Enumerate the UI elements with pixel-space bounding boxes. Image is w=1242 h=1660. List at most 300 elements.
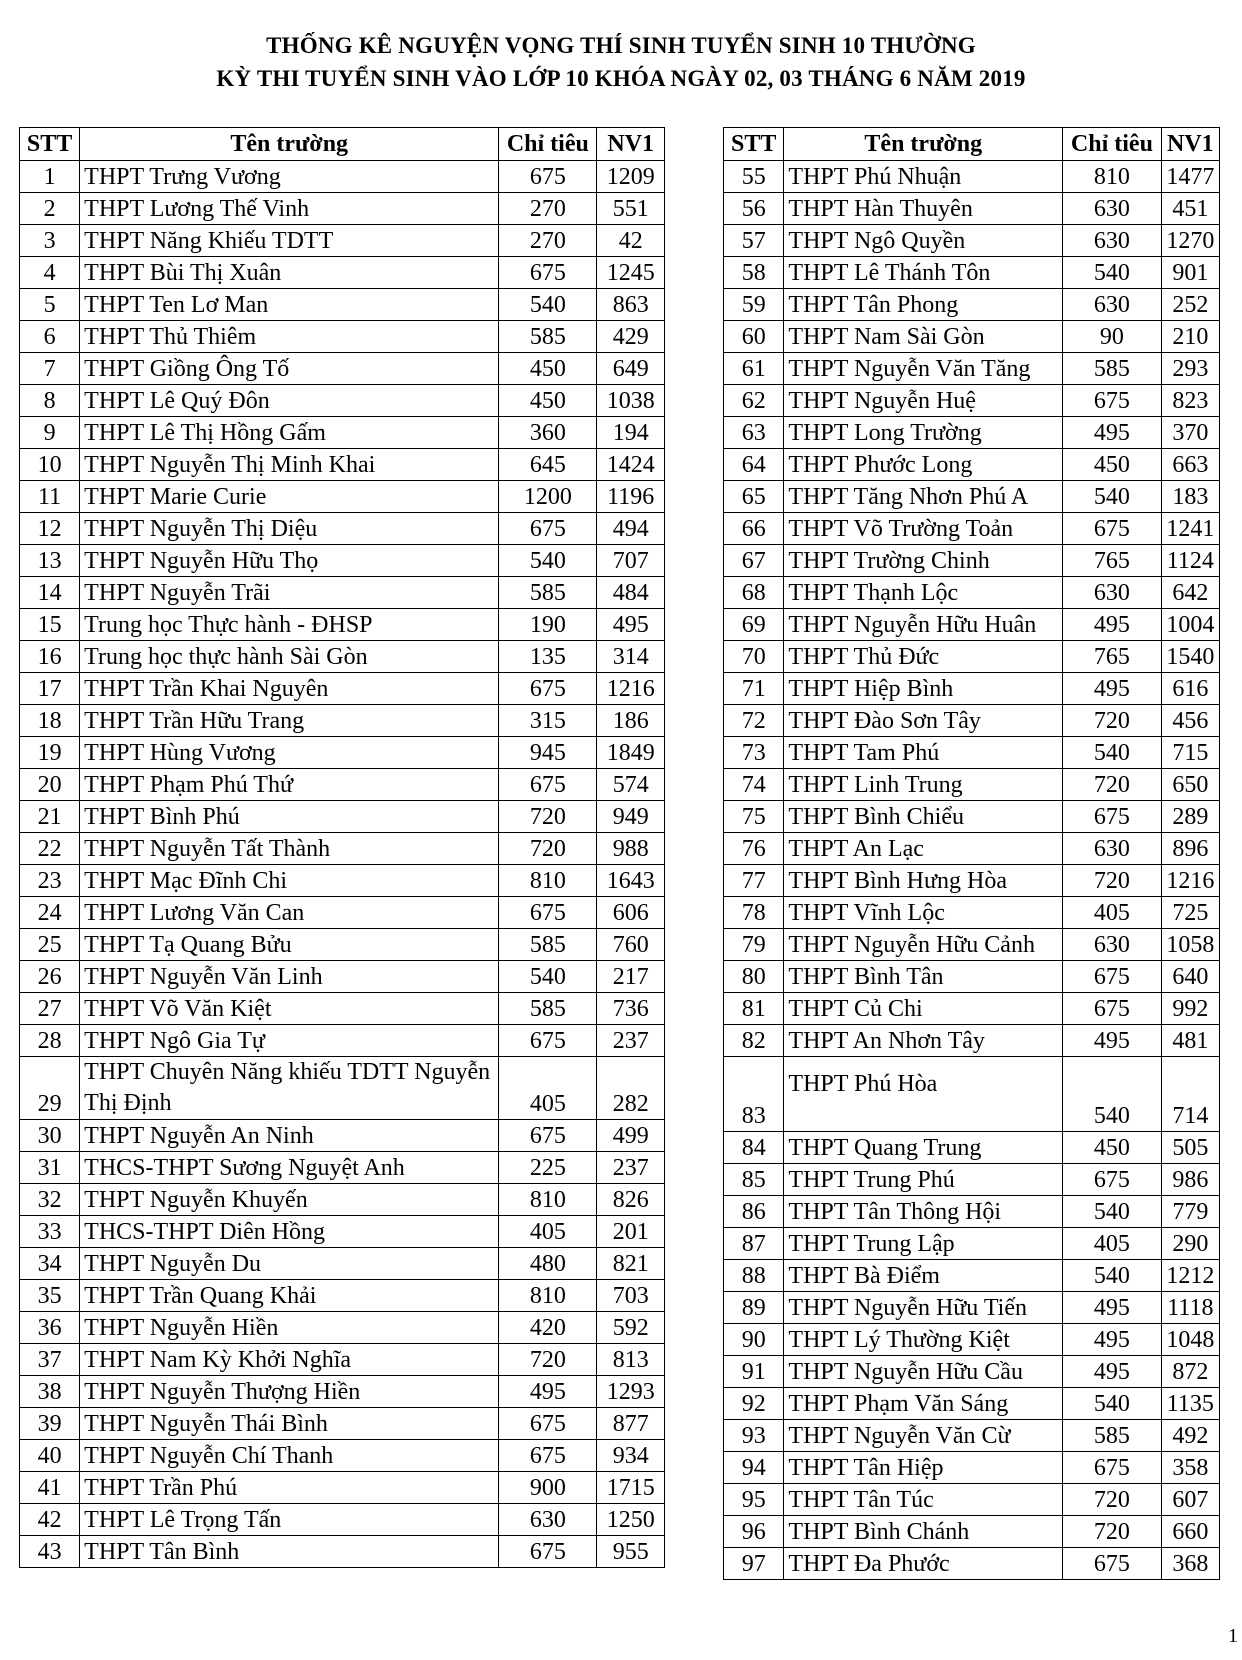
cell-quota: 630	[1063, 929, 1162, 961]
cell-stt: 88	[724, 1260, 784, 1292]
cell-nv1: 606	[597, 897, 665, 929]
cell-quota: 720	[499, 801, 597, 833]
table-row	[724, 1548, 1220, 1580]
cell-stt: 39	[20, 1408, 80, 1440]
cell-stt: 30	[20, 1120, 80, 1152]
right-table-body	[724, 161, 1220, 1580]
cell-school-name: THPT Bình Hưng Hòa	[784, 865, 1063, 897]
cell-nv1: 1209	[597, 161, 665, 193]
cell-school-name: THPT Củ Chi	[784, 993, 1063, 1025]
cell-stt: 70	[724, 641, 784, 673]
table-row	[20, 1057, 665, 1120]
cell-nv1: 725	[1161, 897, 1219, 929]
cell-school-name: THPT An Lạc	[784, 833, 1063, 865]
cell-quota: 540	[1063, 1057, 1162, 1132]
right-table	[723, 127, 1220, 1580]
cell-stt: 29	[20, 1057, 80, 1120]
cell-quota: 630	[1063, 193, 1162, 225]
cell-nv1: 642	[1161, 577, 1219, 609]
cell-school-name: THPT Năng Khiếu TDTT	[80, 225, 499, 257]
table-row	[724, 577, 1220, 609]
cell-stt: 78	[724, 897, 784, 929]
cell-school-name: THPT Nguyễn Tất Thành	[80, 833, 499, 865]
cell-nv1: 1293	[597, 1376, 665, 1408]
table-row	[20, 897, 665, 929]
cell-school-name: THPT Lê Thánh Tôn	[784, 257, 1063, 289]
cell-stt: 41	[20, 1472, 80, 1504]
cell-nv1: 1004	[1161, 609, 1219, 641]
cell-stt: 77	[724, 865, 784, 897]
table-row	[20, 705, 665, 737]
header-nv1: NV1	[597, 128, 665, 161]
table-row	[724, 545, 1220, 577]
cell-stt: 63	[724, 417, 784, 449]
table-row	[724, 1420, 1220, 1452]
cell-school-name: THPT Phạm Phú Thứ	[80, 769, 499, 801]
cell-nv1: 237	[597, 1025, 665, 1057]
cell-nv1: 896	[1161, 833, 1219, 865]
cell-nv1: 1118	[1161, 1292, 1219, 1324]
table-row	[20, 833, 665, 865]
cell-stt: 1	[20, 161, 80, 193]
cell-school-name: THPT Tăng Nhơn Phú A	[784, 481, 1063, 513]
cell-quota: 540	[499, 289, 597, 321]
cell-nv1: 1124	[1161, 545, 1219, 577]
cell-school-name: THPT Phạm Văn Sáng	[784, 1388, 1063, 1420]
cell-school-name: THPT Tam Phú	[784, 737, 1063, 769]
cell-nv1: 1135	[1161, 1388, 1219, 1420]
cell-nv1: 499	[597, 1120, 665, 1152]
cell-quota: 540	[1063, 737, 1162, 769]
cell-school-name: THPT Võ Văn Kiệt	[80, 993, 499, 1025]
cell-quota: 675	[1063, 961, 1162, 993]
table-row	[20, 1536, 665, 1568]
cell-quota: 420	[499, 1312, 597, 1344]
cell-quota: 630	[1063, 577, 1162, 609]
table-row	[724, 1324, 1220, 1356]
cell-school-name: THPT Trần Hữu Trang	[80, 705, 499, 737]
cell-stt: 97	[724, 1548, 784, 1580]
cell-nv1: 481	[1161, 1025, 1219, 1057]
cell-nv1: 210	[1161, 321, 1219, 353]
cell-stt: 23	[20, 865, 80, 897]
cell-school-name: THPT Nguyễn Huệ	[784, 385, 1063, 417]
table-row	[724, 513, 1220, 545]
cell-quota: 630	[1063, 833, 1162, 865]
table-row	[724, 1164, 1220, 1196]
cell-stt: 74	[724, 769, 784, 801]
cell-quota: 360	[499, 417, 597, 449]
cell-stt: 83	[724, 1057, 784, 1132]
table-row	[20, 449, 665, 481]
cell-stt: 67	[724, 545, 784, 577]
cell-quota: 675	[499, 257, 597, 289]
cell-stt: 93	[724, 1420, 784, 1452]
cell-nv1: 988	[597, 833, 665, 865]
cell-quota: 675	[1063, 993, 1162, 1025]
cell-school-name: THPT Nguyễn Hữu Cầu	[784, 1356, 1063, 1388]
cell-nv1: 901	[1161, 257, 1219, 289]
cell-stt: 11	[20, 481, 80, 513]
cell-school-name: THPT Nguyễn Thị Minh Khai	[80, 449, 499, 481]
table-row	[724, 289, 1220, 321]
cell-nv1: 872	[1161, 1356, 1219, 1388]
cell-school-name: THPT Nguyễn Hữu Tiến	[784, 1292, 1063, 1324]
cell-school-name: THPT An Nhơn Tây	[784, 1025, 1063, 1057]
cell-stt: 57	[724, 225, 784, 257]
cell-quota: 540	[499, 961, 597, 993]
cell-stt: 73	[724, 737, 784, 769]
cell-nv1: 183	[1161, 481, 1219, 513]
cell-school-name: THPT Tạ Quang Bửu	[80, 929, 499, 961]
cell-quota: 675	[499, 673, 597, 705]
cell-nv1: 314	[597, 641, 665, 673]
cell-stt: 58	[724, 257, 784, 289]
cell-stt: 61	[724, 353, 784, 385]
cell-school-name: THPT Nam Kỳ Khởi Nghĩa	[80, 1344, 499, 1376]
cell-quota: 270	[499, 193, 597, 225]
cell-nv1: 760	[597, 929, 665, 961]
cell-nv1: 949	[597, 801, 665, 833]
cell-quota: 720	[1063, 705, 1162, 737]
table-row	[20, 193, 665, 225]
cell-school-name: THPT Trung Phú	[784, 1164, 1063, 1196]
cell-quota: 675	[1063, 1548, 1162, 1580]
cell-school-name: THPT Thủ Đức	[784, 641, 1063, 673]
header-row	[724, 128, 1220, 161]
cell-nv1: 736	[597, 993, 665, 1025]
cell-stt: 76	[724, 833, 784, 865]
cell-nv1: 821	[597, 1248, 665, 1280]
cell-stt: 60	[724, 321, 784, 353]
table-row	[724, 257, 1220, 289]
cell-school-name: THPT Bình Chiểu	[784, 801, 1063, 833]
cell-school-name: THPT Vĩnh Lộc	[784, 897, 1063, 929]
document-title: THỐNG KÊ NGUYỆN VỌNG THÍ SINH TUYỂN SINH 10 THƯỜNG	[266, 33, 976, 58]
cell-nv1: 289	[1161, 801, 1219, 833]
cell-quota: 495	[1063, 1324, 1162, 1356]
cell-quota: 765	[1063, 641, 1162, 673]
table-row	[20, 1408, 665, 1440]
table-row	[20, 225, 665, 257]
cell-school-name: THPT Trung Lập	[784, 1228, 1063, 1260]
cell-nv1: 495	[597, 609, 665, 641]
cell-quota: 495	[1063, 1356, 1162, 1388]
table-row	[20, 417, 665, 449]
cell-nv1: 1241	[1161, 513, 1219, 545]
cell-quota: 675	[1063, 385, 1162, 417]
table-row	[724, 833, 1220, 865]
table-row	[724, 193, 1220, 225]
cell-quota: 225	[499, 1152, 597, 1184]
table-row	[20, 1344, 665, 1376]
cell-school-name: THPT Lê Quý Đôn	[80, 385, 499, 417]
cell-school-name: THCS-THPT Diên Hồng	[80, 1216, 499, 1248]
cell-quota: 270	[499, 225, 597, 257]
cell-quota: 190	[499, 609, 597, 641]
cell-nv1: 574	[597, 769, 665, 801]
document-subtitle: KỲ THI TUYỂN SINH VÀO LỚP 10 KHÓA NGÀY 02, 03 THÁNG 6 NĂM 2019	[216, 66, 1026, 91]
cell-school-name: THPT Trần Phú	[80, 1472, 499, 1504]
cell-stt: 72	[724, 705, 784, 737]
table-row	[724, 897, 1220, 929]
cell-school-name: THPT Lương Thế Vinh	[80, 193, 499, 225]
cell-nv1: 1196	[597, 481, 665, 513]
cell-quota: 675	[1063, 1452, 1162, 1484]
cell-quota: 720	[499, 833, 597, 865]
table-row	[724, 161, 1220, 193]
cell-quota: 495	[1063, 673, 1162, 705]
table-row	[724, 417, 1220, 449]
table-row	[20, 161, 665, 193]
cell-stt: 33	[20, 1216, 80, 1248]
cell-school-name: THPT Nguyễn Khuyến	[80, 1184, 499, 1216]
cell-nv1: 456	[1161, 705, 1219, 737]
cell-school-name: THPT Linh Trung	[784, 769, 1063, 801]
left-table-body	[20, 161, 665, 1568]
header-name: Tên trường	[784, 128, 1063, 161]
cell-school-name: THPT Trưng Vương	[80, 161, 499, 193]
cell-quota: 315	[499, 705, 597, 737]
cell-nv1: 1245	[597, 257, 665, 289]
cell-stt: 20	[20, 769, 80, 801]
cell-quota: 405	[499, 1216, 597, 1248]
cell-quota: 675	[499, 1408, 597, 1440]
cell-quota: 540	[499, 545, 597, 577]
cell-nv1: 484	[597, 577, 665, 609]
cell-stt: 36	[20, 1312, 80, 1344]
cell-school-name: THPT Nguyễn Hiền	[80, 1312, 499, 1344]
table-row	[724, 1292, 1220, 1324]
cell-stt: 66	[724, 513, 784, 545]
cell-quota: 135	[499, 641, 597, 673]
cell-school-name: THPT Phú Nhuận	[784, 161, 1063, 193]
cell-quota: 675	[1063, 801, 1162, 833]
cell-school-name: THPT Bình Chánh	[784, 1516, 1063, 1548]
table-row	[20, 1120, 665, 1152]
cell-stt: 22	[20, 833, 80, 865]
cell-school-name: THPT Bình Tân	[784, 961, 1063, 993]
cell-school-name: THPT Bình Phú	[80, 801, 499, 833]
cell-quota: 720	[1063, 1484, 1162, 1516]
cell-stt: 25	[20, 929, 80, 961]
table-row	[724, 609, 1220, 641]
table-row	[20, 257, 665, 289]
table-row	[20, 1216, 665, 1248]
cell-stt: 85	[724, 1164, 784, 1196]
cell-stt: 59	[724, 289, 784, 321]
cell-school-name: THPT Nam Sài Gòn	[784, 321, 1063, 353]
cell-stt: 10	[20, 449, 80, 481]
cell-nv1: 592	[597, 1312, 665, 1344]
cell-school-name: THPT Tân Thông Hội	[784, 1196, 1063, 1228]
cell-school-name: THPT Nguyễn Thị Diệu	[80, 513, 499, 545]
cell-school-name: THPT Ten Lơ Man	[80, 289, 499, 321]
cell-nv1: 955	[597, 1536, 665, 1568]
table-row	[20, 545, 665, 577]
cell-school-name: THPT Nguyễn Trãi	[80, 577, 499, 609]
cell-nv1: 186	[597, 705, 665, 737]
cell-school-name: THPT Trần Khai Nguyên	[80, 673, 499, 705]
table-row	[724, 1228, 1220, 1260]
header-stt: STT	[724, 128, 784, 161]
cell-school-name: THPT Quang Trung	[784, 1132, 1063, 1164]
cell-quota: 720	[1063, 865, 1162, 897]
cell-stt: 27	[20, 993, 80, 1025]
cell-school-name: THPT Nguyễn Hữu Thọ	[80, 545, 499, 577]
cell-stt: 38	[20, 1376, 80, 1408]
cell-quota: 495	[1063, 1292, 1162, 1324]
cell-school-name: THPT Nguyễn Du	[80, 1248, 499, 1280]
cell-stt: 34	[20, 1248, 80, 1280]
cell-school-name: THPT Trường Chinh	[784, 545, 1063, 577]
cell-school-name: THPT Long Trường	[784, 417, 1063, 449]
table-row	[724, 481, 1220, 513]
cell-nv1: 293	[1161, 353, 1219, 385]
table-row	[724, 353, 1220, 385]
cell-stt: 37	[20, 1344, 80, 1376]
cell-quota: 810	[499, 865, 597, 897]
table-row	[724, 449, 1220, 481]
cell-nv1: 451	[1161, 193, 1219, 225]
cell-school-name: THPT Chuyên Năng khiếu TDTT Nguyễn Thị Định	[80, 1057, 499, 1120]
header-name: Tên trường	[80, 128, 499, 161]
cell-stt: 68	[724, 577, 784, 609]
cell-quota: 405	[1063, 897, 1162, 929]
table-row	[724, 865, 1220, 897]
cell-quota: 585	[499, 993, 597, 1025]
table-row	[20, 1504, 665, 1536]
cell-quota: 495	[499, 1376, 597, 1408]
cell-stt: 89	[724, 1292, 784, 1324]
cell-quota: 675	[1063, 1164, 1162, 1196]
cell-school-name: THPT Lê Thị Hồng Gấm	[80, 417, 499, 449]
table-row	[20, 353, 665, 385]
cell-nv1: 505	[1161, 1132, 1219, 1164]
cell-stt: 3	[20, 225, 80, 257]
cell-nv1: 494	[597, 513, 665, 545]
cell-quota: 540	[1063, 257, 1162, 289]
cell-quota: 675	[499, 513, 597, 545]
cell-stt: 82	[724, 1025, 784, 1057]
table-row	[20, 1312, 665, 1344]
cell-quota: 675	[499, 897, 597, 929]
cell-nv1: 640	[1161, 961, 1219, 993]
cell-stt: 28	[20, 1025, 80, 1057]
cell-stt: 32	[20, 1184, 80, 1216]
cell-nv1: 492	[1161, 1420, 1219, 1452]
cell-nv1: 707	[597, 545, 665, 577]
cell-stt: 12	[20, 513, 80, 545]
cell-nv1: 42	[597, 225, 665, 257]
cell-nv1: 813	[597, 1344, 665, 1376]
cell-school-name: THPT Thạnh Lộc	[784, 577, 1063, 609]
cell-nv1: 1424	[597, 449, 665, 481]
cell-quota: 675	[499, 1536, 597, 1568]
cell-nv1: 252	[1161, 289, 1219, 321]
cell-nv1: 1849	[597, 737, 665, 769]
table-row	[724, 961, 1220, 993]
table-row	[724, 1356, 1220, 1388]
cell-stt: 18	[20, 705, 80, 737]
left-table	[19, 127, 665, 1568]
cell-stt: 80	[724, 961, 784, 993]
table-row	[20, 737, 665, 769]
header-quota: Chỉ tiêu	[1063, 128, 1162, 161]
cell-stt: 5	[20, 289, 80, 321]
cell-stt: 21	[20, 801, 80, 833]
cell-stt: 56	[724, 193, 784, 225]
cell-school-name: THPT Đa Phước	[784, 1548, 1063, 1580]
cell-nv1: 201	[597, 1216, 665, 1248]
cell-quota: 540	[1063, 1260, 1162, 1292]
cell-nv1: 823	[1161, 385, 1219, 417]
cell-nv1: 826	[597, 1184, 665, 1216]
cell-stt: 69	[724, 609, 784, 641]
cell-school-name: THPT Nguyễn Chí Thanh	[80, 1440, 499, 1472]
table-row	[20, 609, 665, 641]
cell-school-name: THPT Nguyễn Thượng Hiền	[80, 1376, 499, 1408]
cell-school-name: THPT Lương Văn Can	[80, 897, 499, 929]
table-row	[724, 1057, 1220, 1132]
cell-nv1: 1038	[597, 385, 665, 417]
cell-quota: 495	[1063, 1025, 1162, 1057]
cell-quota: 675	[499, 1440, 597, 1472]
cell-quota: 810	[499, 1280, 597, 1312]
cell-quota: 675	[499, 161, 597, 193]
cell-nv1: 1477	[1161, 161, 1219, 193]
cell-stt: 6	[20, 321, 80, 353]
table-row	[20, 641, 665, 673]
cell-nv1: 1250	[597, 1504, 665, 1536]
cell-quota: 480	[499, 1248, 597, 1280]
cell-nv1: 282	[597, 1057, 665, 1120]
cell-school-name: THPT Trần Quang Khải	[80, 1280, 499, 1312]
cell-stt: 71	[724, 673, 784, 705]
table-row	[20, 577, 665, 609]
cell-quota: 630	[1063, 225, 1162, 257]
cell-stt: 24	[20, 897, 80, 929]
header-quota: Chỉ tiêu	[499, 128, 597, 161]
cell-stt: 55	[724, 161, 784, 193]
cell-nv1: 1216	[1161, 865, 1219, 897]
cell-school-name: THPT Nguyễn Thái Bình	[80, 1408, 499, 1440]
cell-stt: 84	[724, 1132, 784, 1164]
cell-quota: 720	[1063, 769, 1162, 801]
cell-stt: 62	[724, 385, 784, 417]
cell-stt: 9	[20, 417, 80, 449]
cell-nv1: 714	[1161, 1057, 1219, 1132]
table-row	[724, 801, 1220, 833]
table-row	[724, 225, 1220, 257]
cell-quota: 405	[499, 1057, 597, 1120]
cell-nv1: 1212	[1161, 1260, 1219, 1292]
cell-nv1: 660	[1161, 1516, 1219, 1548]
table-row	[724, 321, 1220, 353]
table-row	[20, 481, 665, 513]
table-row	[20, 769, 665, 801]
cell-school-name: Trung học thực hành Sài Gòn	[80, 641, 499, 673]
table-row	[20, 1025, 665, 1057]
cell-school-name: THPT Mạc Đĩnh Chi	[80, 865, 499, 897]
cell-stt: 91	[724, 1356, 784, 1388]
cell-school-name: THPT Nguyễn Hữu Cảnh	[784, 929, 1063, 961]
cell-nv1: 703	[597, 1280, 665, 1312]
cell-stt: 40	[20, 1440, 80, 1472]
table-row	[20, 385, 665, 417]
cell-quota: 630	[1063, 289, 1162, 321]
cell-quota: 450	[1063, 449, 1162, 481]
